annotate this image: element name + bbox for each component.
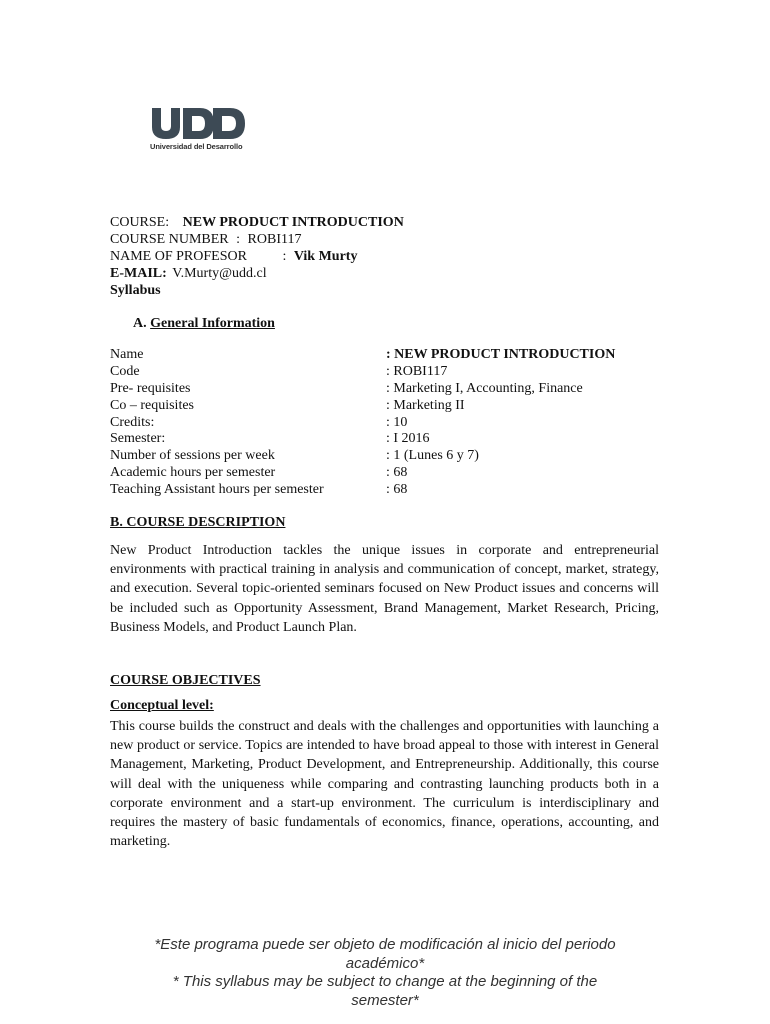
- general-info-table: [110, 347, 670, 499]
- info-row: [110, 347, 670, 364]
- general-info-heading: [133, 316, 275, 332]
- info-row: [110, 448, 670, 465]
- email-label: E-MAIL:: [110, 266, 167, 281]
- email-value[interactable]: V.Murty@udd.cl: [172, 266, 267, 281]
- course-title: NEW PRODUCT INTRODUCTION: [182, 215, 404, 230]
- logo-subtitle: Universidad del Desarrollo: [150, 142, 243, 151]
- disclaimer-spanish-line1: *Este programa puede ser objeto de modificación al inicio del periodo: [154, 936, 616, 953]
- info-value: : 1 (Lunes 6 y 7): [386, 448, 479, 464]
- course-description-text: New Product Introduction tackles the unique issues in corporate and entrepreneurial environments with practical training in analysis and communication of concept, market, strategy, and execution. Several topic-oriented seminars focused on New Product issues and concerns will be included such as Opportunity Assessment, Brand Management, Market Research, Pricing, Business Models, and Product Launch Plan.: [110, 543, 659, 635]
- disclaimer-english-line1: * This syllabus may be subject to change at the beginning of the: [172, 973, 598, 990]
- info-label: Credits:: [110, 414, 155, 430]
- conceptual-level-text: This course builds the construct and deals with the challenges and opportunities with launching a new product or service. Topics are intended to have broad appeal to those with interest in General Management, Marketing, Product Development, and Entrepreneurship. Additionally, this course will deal with the uniqueness while comparing and contrasting launching products both in a corporate environment and a start-up environment. The curriculum is interdisciplinary and requires the mastery of basic fundamentals of economics, finance, operations, accounting, and marketing.: [110, 719, 659, 850]
- course-line: [110, 214, 670, 231]
- info-row: [110, 381, 670, 398]
- syllabus-line: [110, 282, 670, 299]
- general-info-title: General Information: [150, 316, 275, 331]
- info-row: [110, 398, 670, 415]
- info-value: : Marketing I, Accounting, Finance: [386, 380, 583, 396]
- course-objectives-heading: COURSE OBJECTIVES: [110, 673, 261, 688]
- info-value: : 68: [386, 482, 408, 498]
- general-info-letter: A.: [133, 316, 147, 331]
- info-value: : ROBI117: [386, 363, 448, 379]
- course-number-line: [110, 231, 670, 248]
- info-value: : I 2016: [386, 431, 430, 447]
- disclaimer-english-line2: semester*: [351, 991, 419, 1009]
- info-value: : 10: [386, 414, 408, 430]
- course-number-label: COURSE NUMBER: [110, 232, 229, 247]
- info-row: [110, 465, 670, 482]
- course-number-value: ROBI117: [247, 232, 302, 247]
- syllabus-disclaimer: [100, 936, 670, 1010]
- course-label: COURSE:: [110, 215, 170, 230]
- info-row: [110, 364, 670, 381]
- info-label: Name: [110, 347, 144, 362]
- info-label: Number of sessions per week: [110, 448, 275, 464]
- udd-logo-mark: [150, 106, 246, 140]
- professor-name: Vik Murty: [293, 249, 358, 264]
- info-value: : NEW PRODUCT INTRODUCTION: [386, 347, 616, 362]
- professor-label: NAME OF PROFESOR: [110, 249, 247, 264]
- course-header: [110, 214, 670, 299]
- info-label: Code: [110, 363, 140, 379]
- info-label: Teaching Assistant hours per semester: [110, 482, 324, 498]
- info-value: : 68: [386, 465, 408, 481]
- conceptual-level-heading: Conceptual level:: [110, 698, 214, 713]
- info-row: [110, 482, 670, 499]
- professor-line: [110, 248, 670, 265]
- info-row: [110, 415, 670, 432]
- info-row: [110, 431, 670, 448]
- udd-logo: [150, 106, 250, 154]
- info-label: Semester:: [110, 431, 166, 447]
- info-label: Academic hours per semester: [110, 465, 276, 481]
- course-description-heading: B. COURSE DESCRIPTION: [110, 515, 286, 530]
- email-line: [110, 265, 670, 282]
- disclaimer-spanish-line2: académico*: [345, 954, 425, 972]
- professor-sep: :: [282, 249, 287, 264]
- info-label: Pre- requisites: [110, 380, 191, 396]
- course-number-sep: :: [236, 232, 241, 247]
- syllabus-label: Syllabus: [110, 283, 161, 298]
- info-label: Co – requisites: [110, 397, 194, 413]
- info-value: : Marketing II: [386, 397, 465, 413]
